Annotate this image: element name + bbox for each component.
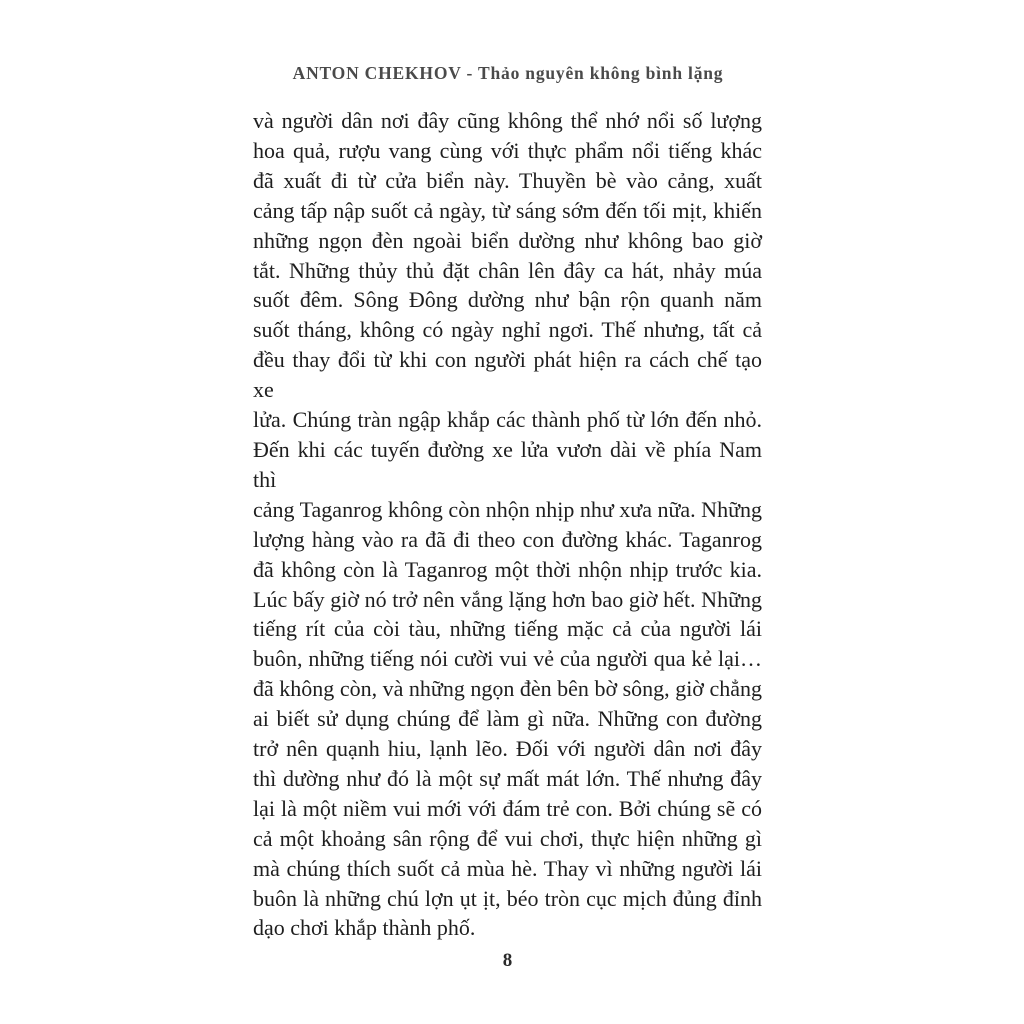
running-header: ANTON CHEKHOV - Thảo nguyên không bình lặng	[292, 63, 724, 83]
text-line: đều thay đổi từ khi con người phát hiện ra cách chế tạo xe	[253, 347, 762, 403]
text-line: lại là một niềm vui mới với đám trẻ con. Bởi chúng sẽ có	[253, 795, 762, 821]
text-line: cả một khoảng sân rộng để vui chơi, thực hiện những gì	[253, 825, 762, 851]
text-line: và người dân nơi đây cũng không thể nhớ nổi số lượng	[253, 108, 762, 133]
text-line: buôn là những chú lợn ụt ịt, béo tròn cục mịch đủng đỉnh	[253, 885, 762, 911]
text-line: hoa quả, rượu vang cùng với thực phẩm nổi tiếng khác	[253, 137, 762, 163]
text-line: lửa. Chúng tràn ngập khắp các thành phố từ lớn đến nhỏ.	[253, 407, 762, 433]
text-line: mà chúng thích suốt cả mùa hè. Thay vì những người lái	[253, 855, 762, 881]
text-line: Lúc bấy giờ nó trở nên vắng lặng hơn bao giờ hết. Những	[253, 586, 762, 612]
page-number: 8	[502, 950, 513, 971]
text-line: suốt đêm. Sông Đông dường như bận rộn quanh năm	[253, 287, 762, 313]
text-line: tắt. Những thủy thủ đặt chân lên đây ca hát, nhảy múa	[253, 257, 762, 283]
text-line: trở nên quạnh hiu, lạnh lẽo. Đối với người dân nơi đây	[253, 736, 762, 762]
text-line: những ngọn đèn ngoài biển dường như không bao giờ	[253, 227, 762, 253]
text-line: ai biết sử dụng chúng để làm gì nữa. Những con đường	[253, 706, 762, 732]
text-line: lượng hàng vào ra đã đi theo con đường khác. Taganrog	[253, 526, 762, 552]
text-line: đã không còn là Taganrog một thời nhộn nhịp trước kia.	[253, 556, 762, 582]
text-line: đã xuất đi từ cửa biển này. Thuyền bè vào cảng, xuất	[253, 167, 762, 193]
text-line: thì dường như đó là một sự mất mát lớn. Thế nhưng đây	[253, 765, 762, 791]
text-line: buôn, những tiếng nói cười vui vẻ của người qua kẻ lại…	[253, 646, 762, 672]
text-line: dạo chơi khắp thành phố.	[253, 915, 476, 941]
text-line: cảng Taganrog không còn nhộn nhịp như xưa nữa. Những	[253, 496, 762, 522]
body-text	[253, 106, 762, 943]
text-line: tiếng rít của còi tàu, những tiếng mặc cả của người lái	[253, 616, 762, 642]
text-line: đã không còn, và những ngọn đèn bên bờ sông, giờ chẳng	[253, 676, 762, 702]
text-line: Đến khi các tuyến đường xe lửa vươn dài về phía Nam thì	[253, 436, 762, 492]
text-line: suốt tháng, không có ngày nghỉ ngơi. Thế nhưng, tất cả	[253, 317, 762, 343]
text-line: cảng tấp nập suốt cả ngày, từ sáng sớm đến tối mịt, khiến	[253, 197, 762, 223]
